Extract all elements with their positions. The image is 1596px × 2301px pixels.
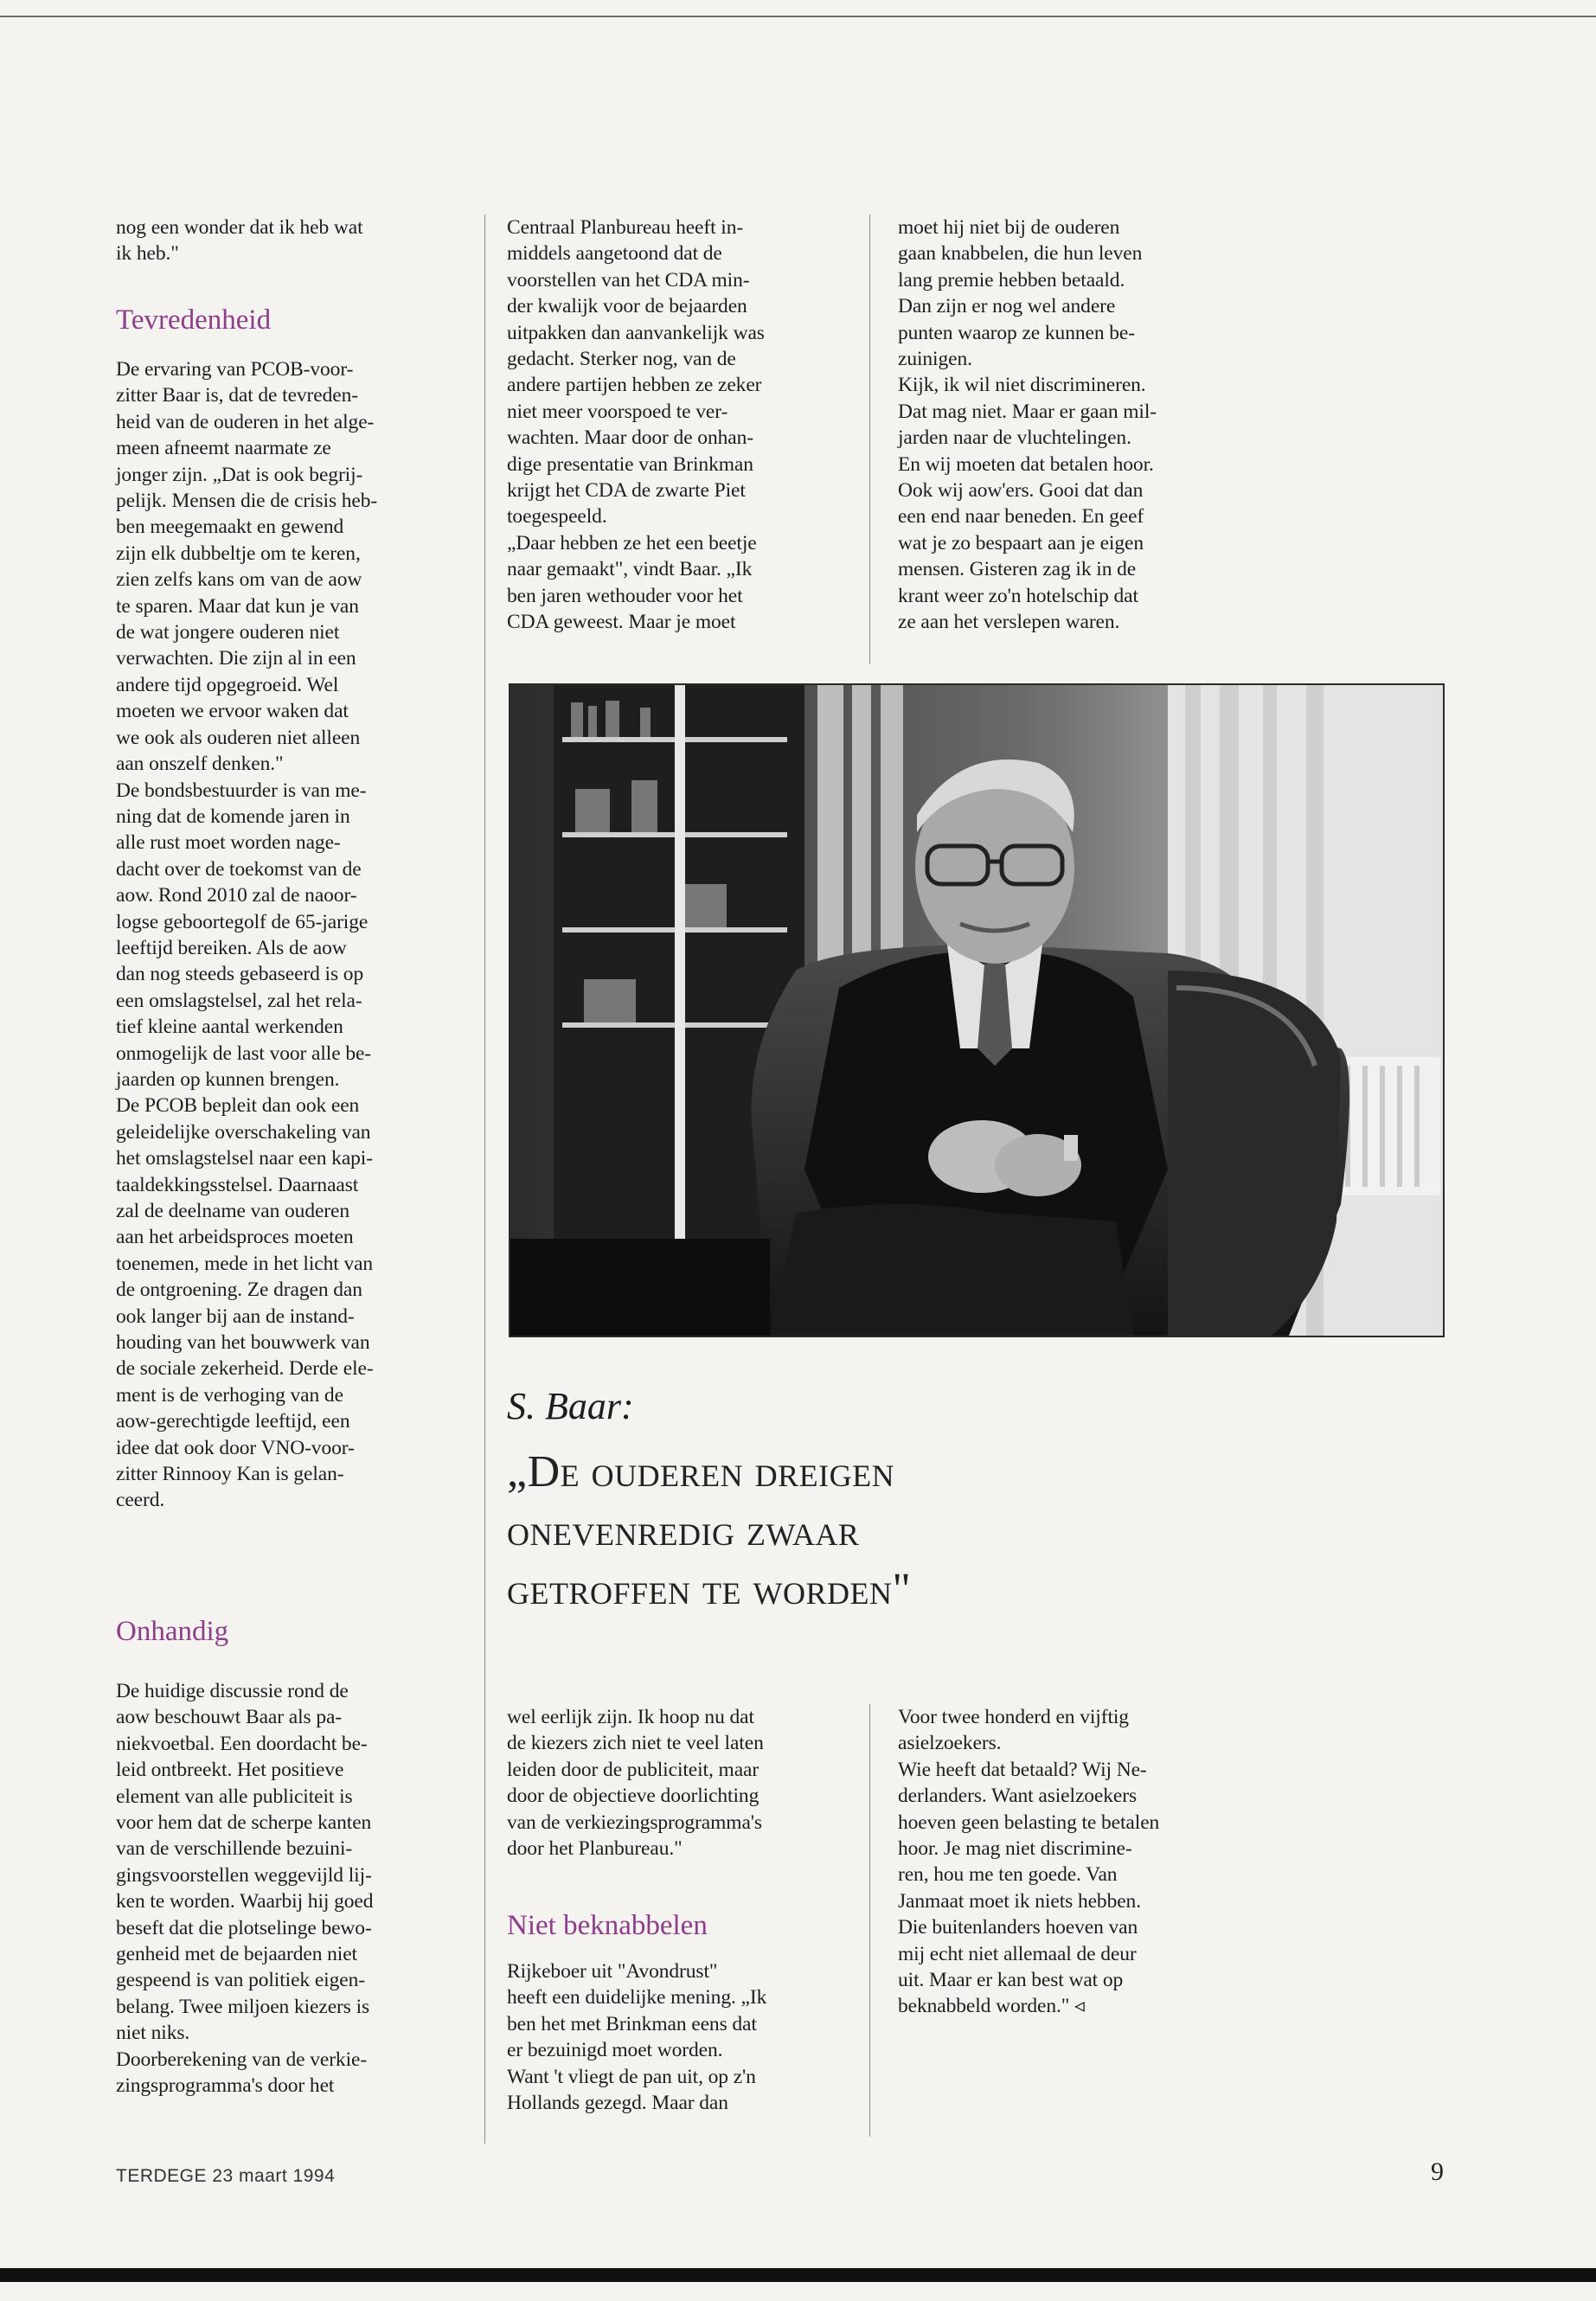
column1-body-text: De ervaring van PCOB-voor- zitter Baar is, dat de tevreden- heid van de ouderen in het alge- meen afneemt naarmate ze jonger zijn. „Dat is ook begrij- pelijk. Mensen die de crisis heb- ben meegemaakt en gewend zijn elk dubbeltje om te keren, zien zelfs kans om van de aow te sparen. Maar dat kun je van de wat jongere ouderen niet verwachten. Die zijn al in een andere tijd opgegroeid. Wel moeten we ervoor waken dat we ook als ouderen niet alleen aan onszelf denken." De bondsbestuurder is van me- ning dat de komende jaren in alle rust moet worden nage- dacht over de toekomst van de aow. Rond 2010 zal de naoor- logse geboortegolf de 65-jarige leeftijd bereiken. Als de aow dan nog steeds gebaseerd is op een omslagstelsel, zal het rela- tief kleine aantal werkenden onmogelijk de last voor alle be- jaarden op kunnen brengen. De PCOB bepleit dan ook een geleidelijke overschakeling van het omslagstelsel naar een kapi- taaldekkingsstelsel. Daarnaast zal de deelname van ouderen aan het arbeidsproces moeten toenemen, mede in het licht van de ontgroening. Ze dragen dan ook langer bij aan de instand- houding van het bouwwerk van de sociale zekerheid. Derde ele- ment is de verhoging van de aow-gerechtigde leeftijd, een idee dat ook door VNO-voor- zitter Rinnooy Kan is gelan- ceerd.	[116, 358, 378, 1512]
page-number: 9	[1431, 2157, 1444, 2186]
heading-tevredenheid: Tevredenheid	[116, 304, 272, 336]
portrait-photo	[509, 683, 1445, 1337]
heading-onhandig: Onhandig	[116, 1616, 229, 1647]
pull-quote: „De ouderen dreigen onevenredig zwaar getroffen te worden"	[507, 1447, 912, 1614]
column-divider-1	[484, 215, 485, 2144]
column2-top-text: Centraal Planbureau heeft in- middels aangetoond dat de voorstellen van het CDA min- der kwalijk voor de bejaarden uitpakken dan aanvankelijk was gedacht. Sterker nog, van de andere partijen hebben ze zeker niet meer voorspoed te ver- wachten. Maar door de onhan- dige presentatie van Brinkman krijgt het CDA de zwarte Piet toegespeeld. „Daar hebben ze het een beetje naar gemaakt", vindt Baar. „Ik ben jaren wethouder voor het CDA geweest. Maar je moet	[507, 216, 765, 634]
column3-top-text: moet hij niet bij de ouderen gaan knabbelen, die hun leven lang premie hebben betaald. Dan zijn er nog wel andere punten waarop ze kunnen be- zuinigen. Kijk, ik wil niet discrimineren. Dat mag niet. Maar er gaan mil- jarden naar de vluchtelingen. En wij moeten dat betalen hoor. Ook wij aow'ers. Gooi dat dan een end naar beneden. En geef wat je zo bespaart aan je eigen mensen. Gisteren zag ik in de krant weer zo'n hotelschip dat ze aan het verslepen waren.	[898, 216, 1157, 634]
portrait-illustration	[510, 685, 1443, 1336]
column1-bottom-text: De huidige discussie rond de aow beschouwt Baar als pa- niekvoetbal. Een doordacht be- leid ontbreekt. Het positieve element van alle publiciteit is voor hem dat de scherpe kanten van de verschillende bezuini- gingsvoorstellen weggevijld lij- ken te worden. Waarbij hij goed beseft dat die plotselinge bewo- genheid met de bejaarden niet gespeend is van politiek eigen- belang. Twee miljoen kiezers is niet niks. Doorberekening van de verkie- zingsprogramma's door het	[116, 1680, 374, 2098]
column-divider-2-bottom	[869, 1704, 870, 2137]
column2-bottom-text: wel eerlijk zijn. Ik hoop nu dat de kiezers zich niet te veel laten leiden door de publiciteit, maar door de objectieve doorlichting van de verkiezingsprogramma's door het Planbureau."	[507, 1706, 764, 1861]
column1-top-text: nog een wonder dat ik heb wat ik heb."	[116, 216, 363, 266]
column2-bottom-body-text: Rijkeboer uit "Avondrust" heeft een duidelijke mening. „Ik ben het met Brinkman eens dat er bezuinigd moet worden. Want 't vliegt de pan uit, op z'n Hollands gezegd. Maar dan	[507, 1960, 767, 2115]
footer-publication: TERDEGE 23 maart 1994	[116, 2166, 336, 2186]
heading-niet-beknabbelen: Niet beknabbelen	[507, 1910, 708, 1941]
column-divider-2-top	[869, 215, 870, 664]
column3-bottom-text: Voor twee honderd en vijftig asielzoekers. Wie heeft dat betaald? Wij Ne- derlanders. Want asielzoekers hoeven geen belasting te betalen hoor. Je mag niet discrimine- ren, hou me ten goede. Van Janmaat moet ik niets hebben. Die buitenlanders hoeven van mij echt niet allemaal de deur uit. Maar er kan best wat op beknabbeld worden." ◃	[898, 1706, 1160, 2018]
bottom-rule	[0, 2268, 1596, 2282]
top-rule	[0, 16, 1596, 17]
quote-speaker: S. Baar:	[507, 1385, 634, 1427]
